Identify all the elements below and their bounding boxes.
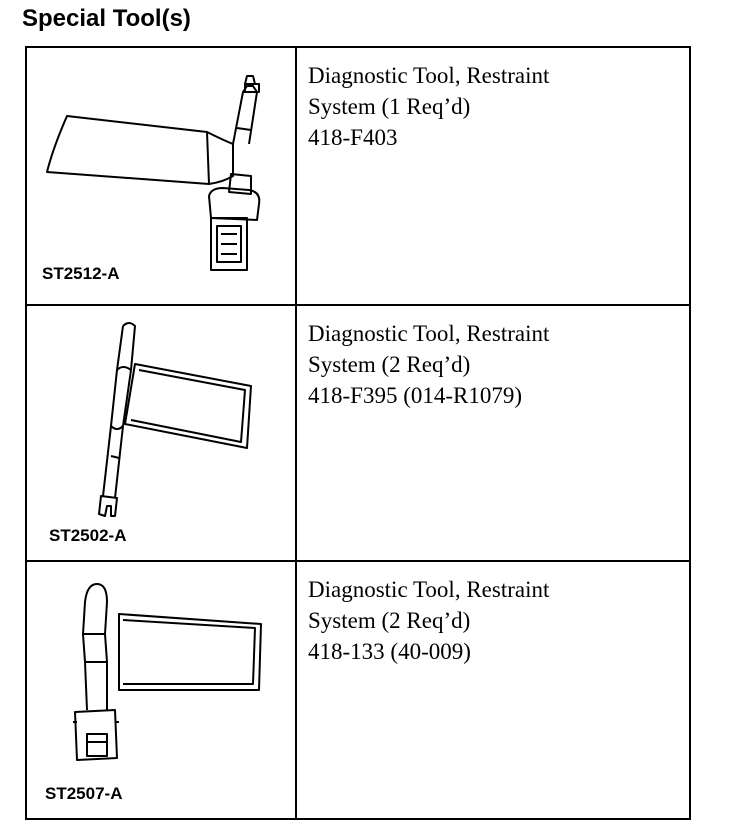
tool-image-cell xyxy=(26,305,296,561)
tool-code: ST2502-A xyxy=(49,526,127,545)
tool-code: ST2512-A xyxy=(42,264,120,283)
tool-name: Diagnostic Tool, Restraint xyxy=(308,63,550,88)
tool-part-number: 418-F395 (014-R1079) xyxy=(308,383,523,408)
table-row xyxy=(26,47,690,305)
table-row xyxy=(26,305,690,561)
tool-description-cell xyxy=(296,47,690,305)
tool-quantity: System (1 Req’d) xyxy=(308,94,471,119)
table-row xyxy=(26,561,690,819)
tool-illustration-icon xyxy=(27,562,295,818)
tool-description-cell xyxy=(296,305,690,561)
tool-quantity: System (2 Req’d) xyxy=(308,352,471,377)
tool-illustration-icon xyxy=(27,306,295,560)
tool-description-cell xyxy=(296,561,690,819)
tool-code: ST2507-A xyxy=(45,784,123,803)
tool-name: Diagnostic Tool, Restraint xyxy=(308,321,550,346)
tool-image-cell xyxy=(26,561,296,819)
special-tools-table xyxy=(25,46,691,820)
tool-quantity: System (2 Req’d) xyxy=(308,608,471,633)
tool-part-number: 418-F403 xyxy=(308,125,398,150)
page-title: Special Tool(s) xyxy=(22,5,191,32)
tool-image-cell xyxy=(26,47,296,305)
tool-name: Diagnostic Tool, Restraint xyxy=(308,577,550,602)
tool-part-number: 418-133 (40-009) xyxy=(308,639,471,664)
